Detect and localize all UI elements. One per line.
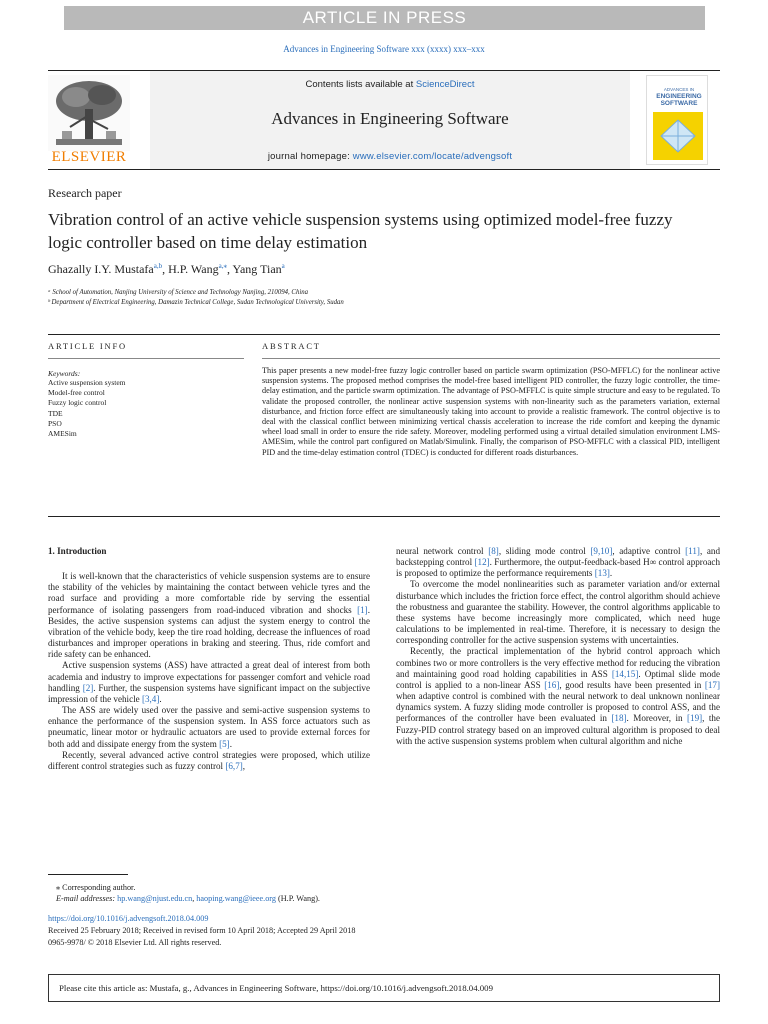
body-paragraph: Active suspension systems (ASS) have attracted a great deal of interest from both academia and industry to improve expectations for passenger comfort and vehicle road handling [2]. Further, the suspension systems have significant impact on the subjective impression of the vehicle [3,4]. [48,660,370,704]
citation-link[interactable]: [12] [474,557,490,568]
footnote-rule [48,874,128,875]
cover-title-line-1: ADVANCES IN [663,87,695,92]
homepage-line [150,151,630,162]
body-paragraph: neural network control [8], sliding mode control [9,10], adaptive control [11], and backstepping control [12]. Furthermore, the output-feedback-based H∞ control approach is proposed to optimize the performance requirements [13]. [396,546,720,579]
citation-box: Please cite this article as: Mustafa, g., Advances in Engineering Software, https://doi.org/10.1016/j.advengsoft.2018.04.009 [48,974,720,1002]
received-dates: Received 25 February 2018; Received in revised form 10 April 2018; Accepted 29 April 2018 [48,926,356,935]
article-title: Vibration control of an active vehicle suspension systems using optimized model-free fuzzy logic controller based on time delay estimation [48,210,673,252]
contents-line [150,79,630,90]
email-suffix: (H.P. Wang). [275,894,320,903]
keyword-item: AMESim [48,429,77,439]
masthead-center-panel [150,71,630,169]
author-separator: , [162,262,169,276]
copyright-line: 0965-9978/ © 2018 Elsevier Ltd. All rights reserved. [48,938,222,947]
author-affiliation-mark[interactable]: a,b [153,262,163,270]
keyword-item: Fuzzy logic control [48,398,107,408]
section-rule-top [48,334,720,335]
contents-prefix: Contents lists available at [305,79,416,90]
publisher-wordmark: ELSEVIER [51,149,127,165]
citation-link[interactable]: [16] [544,679,560,690]
right-paragraphs [396,546,720,747]
citation-link[interactable]: [6,7] [225,760,243,771]
email-separator: , [192,894,197,903]
abstract-text: This paper presents a new model-free fuzzy logic controller based on particle swarm optimization (PSO-MFFLC) for the nonlinear active suspension systems. The proposed method comprises the model-free based intelligent PID controller, the fuzzy logic controller, the time-delay estimation, and the particle swarm optimization. The advantage of PSO-MFFLC is quite simple structure and easy to be regulated. To validate the proposed controller, the nonlinear active suspension systems with non-linearity such as the parameters variation, external disturbance, and friction force effect are simultaneously taking into account to provide a realistic framework. The control objective is to deal with the classical conflict between minimizing vertical chassis acceleration to increase the ride comfort and keeping the dynamic wheel load small in order to ensure the ride safety. Moreover, modeling performed using a virtual detailed simulation environment LMS-AMESim, while the control part configured on Matlab/Simulink. Finally, the comparison of PSO-MFFLC with a classical PID, intelligent PID and the time-delay estimation control (TDEC) is conducted for different roads disturbances. [262,366,720,457]
keywords-label: Keywords: [48,369,81,378]
cover-title-line-2: ENGINEERING [656,93,702,100]
doi-link[interactable]: https://doi.org/10.1016/j.advengsoft.2018.04.009 [48,914,209,923]
journal-title: Advances in Engineering Software [271,109,509,128]
email-label: E-mail addresses: [56,894,118,903]
abstract-rule [262,358,720,359]
keyword-item: Model-free control [48,388,105,398]
citation-link[interactable]: [9,10] [590,546,613,556]
citation-link[interactable]: [3,4] [141,693,160,704]
author-name: Ghazally I.Y. Mustafa [48,262,154,276]
homepage-prefix: journal homepage: [267,151,353,162]
keyword-item: TDE [48,408,63,418]
email-note [56,894,320,903]
journal-masthead [48,70,720,170]
keyword-item: PSO [48,418,62,428]
corresponding-author-note: ⁎ Corresponding author. [56,883,136,892]
email-link-2[interactable]: haoping.wang@ieee.org [196,894,276,903]
citation-link[interactable]: [11] [685,546,700,556]
article-info-heading: ARTICLE INFO [48,341,127,351]
abstract-heading: ABSTRACT [262,341,321,351]
left-paragraphs [48,571,370,772]
body-paragraph: It is well-known that the characteristics of vehicle suspension systems are to ensure the stability of the vehicles by maintaining the contact between vehicle tyres and the road surface and providing a more comfortable ride by serving the essential performance of isolating passengers from road-induced vibration and shocks [1]. Besides, the active suspension systems can adjust the system energy to control the vibration of the vehicle body, keep the tire road holding, decrease the influences of road disturbances and improper operations in braking and steering. Thus, ride comfort and ride safety can be enhanced. [48,571,370,660]
author-affiliation-mark[interactable]: a,⁎ [218,262,227,270]
author-name: H.P. Wang [168,262,219,276]
introduction-heading: 1. Introduction [48,546,107,556]
left-column [48,546,370,772]
author-list [48,262,285,277]
article-in-press-banner: ARTICLE IN PRESS [64,6,705,30]
author-name: Yang Tian [232,262,282,276]
body-paragraph: To overcome the model nonlinearities such as parameter variation and/or external disturbance which includes the friction force effect, the control algorithm should achieve the robustness and guarantee the stability. However, the control algorithms applicable to these systems have become increasingly more complicated, which need huge calculations to be implemented in real-time. Therefore, it is necessary to design the corresponding controller for the active suspension systems with uncertainties. [396,579,720,646]
keywords-list [48,378,126,439]
journal-cover-thumbnail [646,75,708,165]
keyword-item: Active suspension system [48,378,126,387]
citation-link[interactable]: [5] [219,738,230,749]
section-rule-bottom [48,516,720,517]
citation-link[interactable]: [17] [704,679,720,690]
homepage-link[interactable]: www.elsevier.com/locate/advengsoft [352,151,513,162]
citation-link[interactable]: [19] [687,713,703,724]
journal-reference[interactable]: Advances in Engineering Software xxx (xxxx) xxx–xxx [283,44,485,54]
article-info-rule [48,358,244,359]
affiliation-a: ᵃ School of Automation, Nanjing University of Science and Technology Nanjing, 210094, China [48,289,309,296]
body-paragraph: Recently, several advanced active control strategies were proposed, which utilize different control strategies such as fuzzy control [6,7], [48,749,370,771]
sciencedirect-link[interactable]: ScienceDirect [415,79,475,90]
cover-graphic-icon [653,112,703,160]
author-affiliation-mark[interactable]: a [281,262,285,270]
article-type: Research paper [48,186,122,200]
cover-title-line-3: SOFTWARE [660,100,698,107]
citation-link[interactable]: [14,15] [611,668,639,679]
citation-link[interactable]: [8] [488,546,499,556]
citation-link[interactable]: [2] [82,682,94,693]
citation-link[interactable]: [13] [594,568,610,579]
author-separator: , [226,262,233,276]
right-column [396,546,720,747]
citation-link[interactable]: [18] [611,713,627,724]
email-link-1[interactable]: hp.wang@njust.edu.cn [117,894,193,903]
body-paragraph: Recently, the practical implementation of the hybrid control approach which combines two or more controllers is the very effective method for reducing the vibration and maintaining good road holding capabilities in ASS [14,15]. Optimal slide mode control is applied to a non-linear ASS [16], good results have been presented in [17] when adaptive control is combined with the neural network to deal unknown nonlinear dynamics system. A fuzzy sliding mode controller is proposed to control ASS, and the performances of the controller have been evaluated in [18]. Moreover, in [19], the Fuzzy-PID control strategy based on an improved cultural algorithm is proposed to deal with the active suspension systems problem when cultural algorithm and niche [396,646,720,746]
cover-title [651,86,707,107]
citation-link[interactable]: [1] [357,604,368,615]
affiliation-b: ᵇ Department of Electrical Engineering, Damazin Technical College, Sudan Technological University, Sudan [48,299,344,306]
body-paragraph: The ASS are widely used over the passive and semi-active suspension systems to enhance the performance of the suspension system. In ASS force actuators such as pneumatic, linear motor or hydraulic actuators are used to provide external forces for both add and dissipate energy from the system [5]. [48,705,370,749]
